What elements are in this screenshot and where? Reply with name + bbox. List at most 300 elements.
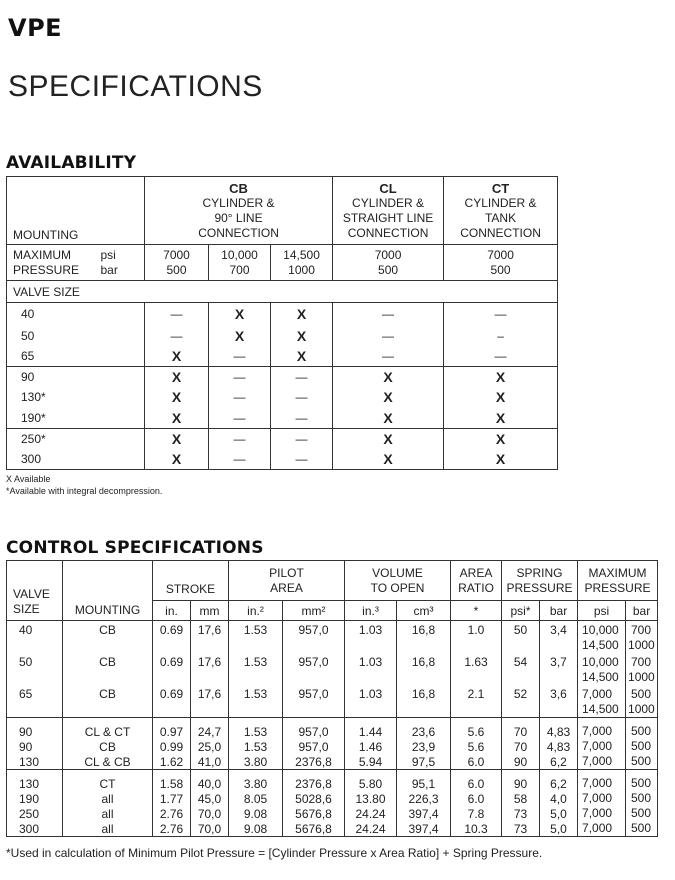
ct-cell: X bbox=[444, 367, 558, 388]
area-mm2-cell: 957,0 bbox=[283, 621, 345, 654]
valve-header-1: VALVE bbox=[13, 587, 50, 601]
max-psi-value: 7,000 bbox=[582, 806, 613, 820]
max-header-2: PRESSURE bbox=[584, 580, 651, 595]
max-bar-cell bbox=[626, 754, 658, 770]
stroke-mm-cell: 70,0 bbox=[191, 806, 229, 821]
cb-10000-cell: — bbox=[209, 346, 271, 367]
cb-header bbox=[145, 177, 333, 245]
max-psi-value: 7,000 bbox=[582, 739, 613, 753]
cb-10000-cell: — bbox=[209, 387, 271, 408]
volume-in3-cell: 24.24 bbox=[345, 806, 397, 821]
stroke-in-cell: 0.99 bbox=[153, 739, 191, 754]
max-bar-value: 500 bbox=[630, 806, 652, 820]
max-psi-cell bbox=[578, 685, 626, 718]
stroke-mm-cell: 17,6 bbox=[191, 621, 229, 654]
unit-in: in. bbox=[153, 601, 191, 621]
volume-in3-cell: 1.46 bbox=[345, 739, 397, 754]
valve-size-cell: 50 bbox=[7, 653, 63, 685]
area-ratio-header bbox=[451, 561, 502, 601]
unit-max-bar: bar bbox=[626, 601, 658, 621]
volume-header-1: VOLUME bbox=[372, 565, 423, 580]
stroke-in-cell: 0.69 bbox=[153, 621, 191, 654]
max-psi-value: 7,000 bbox=[582, 821, 613, 835]
valve-size-cell: 90 bbox=[7, 367, 145, 388]
cb-90-cell: — bbox=[145, 326, 209, 347]
valve-size-cell: 300 bbox=[7, 449, 145, 470]
pilot-header-2: AREA bbox=[270, 580, 303, 595]
unit-mm2: mm² bbox=[283, 601, 345, 621]
max-psi-value: 7,000 bbox=[582, 687, 613, 701]
mounting-cell: all bbox=[63, 821, 153, 837]
mounting-cell: CB bbox=[63, 621, 153, 654]
stroke-in-cell: 1.77 bbox=[153, 791, 191, 806]
volume-in3-cell: 5.94 bbox=[345, 754, 397, 770]
max-bar-cell bbox=[626, 718, 658, 740]
stroke-mm-cell: 17,6 bbox=[191, 653, 229, 685]
valve-size-cell: 65 bbox=[7, 346, 145, 367]
brand-logo: VPE bbox=[8, 14, 63, 42]
ct-psi: 7000 bbox=[487, 247, 514, 262]
max-psi-value: 14,500 bbox=[582, 702, 619, 716]
cl-line1: CYLINDER & bbox=[352, 195, 425, 210]
area-ratio-cell: 5.6 bbox=[451, 718, 502, 740]
max-psi-cell bbox=[578, 806, 626, 821]
max-bar-value: 500 bbox=[630, 776, 652, 790]
area-ratio-cell: 10.3 bbox=[451, 821, 502, 837]
volume-cm3-cell: 23,6 bbox=[397, 718, 451, 740]
unit-psi: psi bbox=[100, 247, 116, 262]
stroke-in-cell: 0.97 bbox=[153, 718, 191, 740]
unit-in3: in.³ bbox=[345, 601, 397, 621]
area-in2-cell: 3.80 bbox=[229, 770, 283, 792]
cl-cell: X bbox=[333, 428, 444, 449]
control-row bbox=[7, 791, 658, 806]
spring-bar-cell: 4,83 bbox=[540, 739, 578, 754]
cl-cell: — bbox=[333, 326, 444, 347]
max-bar-value: 700 bbox=[630, 623, 652, 637]
stroke-in-cell: 1.58 bbox=[153, 770, 191, 792]
valve-size-cell: 250 bbox=[7, 806, 63, 821]
max-psi-cell bbox=[578, 739, 626, 754]
cb1-pressure bbox=[145, 245, 209, 281]
max-psi-value: 7,000 bbox=[582, 791, 613, 805]
page-title: SPECIFICATIONS bbox=[8, 70, 263, 103]
max-bar-value: 1000 bbox=[628, 638, 655, 652]
stroke-in-cell: 0.69 bbox=[153, 653, 191, 685]
volume-in3-cell: 1.03 bbox=[345, 621, 397, 654]
area-ratio-cell: 6.0 bbox=[451, 770, 502, 792]
max-bar-cell bbox=[626, 806, 658, 821]
max-psi-value: 7,000 bbox=[582, 776, 613, 790]
volume-cm3-cell: 23,9 bbox=[397, 739, 451, 754]
area-mm2-cell: 2376,8 bbox=[283, 754, 345, 770]
cb2-bar: 700 bbox=[229, 262, 250, 277]
control-row bbox=[7, 685, 658, 718]
stroke-mm-cell: 25,0 bbox=[191, 739, 229, 754]
valve-size-cell: 250* bbox=[7, 428, 145, 449]
valve-size-row bbox=[7, 281, 558, 303]
mounting-cell: CB bbox=[63, 653, 153, 685]
control-row bbox=[7, 621, 658, 654]
max-bar-cell bbox=[626, 653, 658, 685]
volume-cm3-cell: 95,1 bbox=[397, 770, 451, 792]
area-in2-cell: 1.53 bbox=[229, 653, 283, 685]
cb-90-cell: — bbox=[145, 303, 209, 326]
cb-14500-cell: X bbox=[271, 326, 333, 347]
max-pressure-label-2: PRESSURE bbox=[13, 262, 80, 277]
ct-header bbox=[444, 177, 558, 245]
availability-table bbox=[6, 176, 558, 470]
max-psi-cell bbox=[578, 653, 626, 685]
spring-bar-cell: 6,2 bbox=[540, 770, 578, 792]
availability-title: AVAILABILITY bbox=[6, 153, 137, 173]
control-row bbox=[7, 806, 658, 821]
max-psi-cell bbox=[578, 770, 626, 792]
spring-psi-cell: 90 bbox=[502, 754, 540, 770]
cb-10000-cell: — bbox=[209, 367, 271, 388]
availability-row bbox=[7, 346, 558, 367]
max-bar-value: 500 bbox=[630, 687, 652, 701]
area-in2-cell: 8.05 bbox=[229, 791, 283, 806]
area-mm2-cell: 957,0 bbox=[283, 685, 345, 718]
control-row bbox=[7, 770, 658, 792]
area-ratio-cell: 1.0 bbox=[451, 621, 502, 654]
spring-psi-cell: 90 bbox=[502, 770, 540, 792]
max-psi-value: 14,500 bbox=[582, 638, 619, 652]
area-in2-cell: 1.53 bbox=[229, 718, 283, 740]
ct-cell: X bbox=[444, 387, 558, 408]
stroke-mm-cell: 70,0 bbox=[191, 821, 229, 837]
valve-size-cell: 130* bbox=[7, 387, 145, 408]
mounting-header: MOUNTING bbox=[63, 561, 153, 621]
area-in2-cell: 1.53 bbox=[229, 685, 283, 718]
mounting-cell: all bbox=[63, 791, 153, 806]
cb1-bar: 500 bbox=[166, 262, 187, 277]
availability-row bbox=[7, 303, 558, 326]
max-psi-cell bbox=[578, 821, 626, 837]
cb-code: CB bbox=[229, 180, 248, 196]
spring-bar-cell: 5,0 bbox=[540, 821, 578, 837]
max-psi-value: 10,000 bbox=[582, 655, 619, 669]
cl-line3: CONNECTION bbox=[347, 225, 429, 240]
spring-pressure-header bbox=[502, 561, 578, 601]
volume-in3-cell: 5.80 bbox=[345, 770, 397, 792]
cl-code: CL bbox=[379, 180, 397, 196]
spring-psi-cell: 50 bbox=[502, 621, 540, 654]
cb-90-cell: X bbox=[145, 428, 209, 449]
stroke-mm-cell: 45,0 bbox=[191, 791, 229, 806]
cb3-pressure bbox=[271, 245, 333, 281]
cb-line1: CYLINDER & bbox=[202, 195, 275, 210]
spring-psi-cell: 73 bbox=[502, 821, 540, 837]
ratio-header-2: RATIO bbox=[458, 580, 494, 595]
valve-size-cell: 50 bbox=[7, 326, 145, 347]
availability-row bbox=[7, 449, 558, 470]
valve-size-cell: 190* bbox=[7, 408, 145, 429]
ct-cell: X bbox=[444, 408, 558, 429]
ct-bar: 500 bbox=[490, 262, 511, 277]
availability-row bbox=[7, 326, 558, 347]
max-bar-cell bbox=[626, 821, 658, 837]
unit-spring-psi: psi* bbox=[502, 601, 540, 621]
cb-14500-cell: — bbox=[271, 428, 333, 449]
volume-cm3-cell: 16,8 bbox=[397, 685, 451, 718]
cb-14500-cell: — bbox=[271, 449, 333, 470]
mounting-cell: all bbox=[63, 806, 153, 821]
max-psi-cell bbox=[578, 754, 626, 770]
cl-cell: X bbox=[333, 387, 444, 408]
ct-cell: – bbox=[444, 326, 558, 347]
cb-line3: CONNECTION bbox=[198, 225, 279, 240]
max-bar-cell bbox=[626, 770, 658, 792]
area-ratio-cell: 6.0 bbox=[451, 791, 502, 806]
spring-psi-cell: 70 bbox=[502, 718, 540, 740]
area-in2-cell: 1.53 bbox=[229, 621, 283, 654]
mounting-cell: CL & CT bbox=[63, 718, 153, 740]
valve-size-cell: 90 bbox=[7, 739, 63, 754]
spring-psi-cell: 58 bbox=[502, 791, 540, 806]
valve-size-cell: 130 bbox=[7, 754, 63, 770]
availability-row bbox=[7, 408, 558, 429]
ct-line1: CYLINDER & bbox=[464, 195, 537, 210]
volume-in3-cell: 13.80 bbox=[345, 791, 397, 806]
max-pressure-units bbox=[95, 245, 145, 281]
control-row bbox=[7, 754, 658, 770]
valve-size-header bbox=[7, 561, 63, 621]
availability-note-decompression: *Available with integral decompression. bbox=[6, 486, 163, 496]
spring-bar-cell: 3,6 bbox=[540, 685, 578, 718]
volume-cm3-cell: 397,4 bbox=[397, 821, 451, 837]
max-bar-cell bbox=[626, 791, 658, 806]
cb-10000-cell: X bbox=[209, 326, 271, 347]
unit-in2: in.² bbox=[229, 601, 283, 621]
unit-ratio: * bbox=[451, 601, 502, 621]
spring-psi-cell: 70 bbox=[502, 739, 540, 754]
valve-size-label: VALVE SIZE bbox=[7, 281, 558, 303]
spring-psi-cell: 73 bbox=[502, 806, 540, 821]
ct-cell: X bbox=[444, 449, 558, 470]
stroke-header: STROKE bbox=[153, 561, 229, 601]
area-mm2-cell: 2376,8 bbox=[283, 770, 345, 792]
max-bar-value: 700 bbox=[630, 655, 652, 669]
max-psi-value: 7,000 bbox=[582, 724, 613, 738]
cb-90-cell: X bbox=[145, 367, 209, 388]
cb-14500-cell: X bbox=[271, 303, 333, 326]
max-bar-value: 1000 bbox=[628, 670, 655, 684]
cl-header bbox=[333, 177, 444, 245]
max-bar-value: 500 bbox=[630, 791, 652, 805]
area-ratio-cell: 2.1 bbox=[451, 685, 502, 718]
area-ratio-cell: 7.8 bbox=[451, 806, 502, 821]
stroke-in-cell: 1.62 bbox=[153, 754, 191, 770]
cb-10000-cell: X bbox=[209, 303, 271, 326]
area-mm2-cell: 957,0 bbox=[283, 739, 345, 754]
spring-header-1: SPRING bbox=[516, 565, 563, 580]
valve-size-cell: 40 bbox=[7, 303, 145, 326]
cb-90-cell: X bbox=[145, 387, 209, 408]
volume-header-2: TO OPEN bbox=[370, 580, 425, 595]
area-in2-cell: 9.08 bbox=[229, 806, 283, 821]
cb-10000-cell: — bbox=[209, 408, 271, 429]
valve-size-cell: 300 bbox=[7, 821, 63, 837]
ct-cell: X bbox=[444, 428, 558, 449]
max-pressure-label-1: MAXIMUM bbox=[13, 247, 71, 262]
volume-in3-cell: 1.03 bbox=[345, 685, 397, 718]
area-mm2-cell: 5676,8 bbox=[283, 821, 345, 837]
cb-14500-cell: — bbox=[271, 408, 333, 429]
ct-line2: TANK bbox=[484, 210, 517, 225]
cb1-psi: 7000 bbox=[163, 247, 190, 262]
pilot-header-1: PILOT bbox=[269, 565, 304, 580]
area-mm2-cell: 957,0 bbox=[283, 718, 345, 740]
mounting-header: MOUNTING bbox=[7, 177, 145, 245]
spring-bar-cell: 3,4 bbox=[540, 621, 578, 654]
cb-14500-cell: — bbox=[271, 387, 333, 408]
area-mm2-cell: 5676,8 bbox=[283, 806, 345, 821]
cb2-pressure bbox=[209, 245, 271, 281]
area-mm2-cell: 5028,6 bbox=[283, 791, 345, 806]
cb-14500-cell: X bbox=[271, 346, 333, 367]
availability-row bbox=[7, 428, 558, 449]
spring-bar-cell: 4,0 bbox=[540, 791, 578, 806]
volume-in3-cell: 24.24 bbox=[345, 821, 397, 837]
ratio-header-1: AREA bbox=[459, 565, 493, 580]
spring-bar-cell: 6,2 bbox=[540, 754, 578, 770]
stroke-in-cell: 2.76 bbox=[153, 821, 191, 837]
max-psi-cell bbox=[578, 718, 626, 740]
max-bar-value: 500 bbox=[630, 754, 652, 768]
unit-max-psi: psi bbox=[578, 601, 626, 621]
valve-size-cell: 40 bbox=[7, 621, 63, 654]
valve-size-cell: 65 bbox=[7, 685, 63, 718]
area-ratio-cell: 5.6 bbox=[451, 739, 502, 754]
cb2-psi: 10,000 bbox=[221, 247, 258, 262]
valve-size-cell: 90 bbox=[7, 718, 63, 740]
area-in2-cell: 3.80 bbox=[229, 754, 283, 770]
max-psi-value: 7,000 bbox=[582, 754, 613, 768]
unit-cm3: cm³ bbox=[397, 601, 451, 621]
cl-line2: STRAIGHT LINE bbox=[342, 210, 434, 225]
max-psi-cell bbox=[578, 791, 626, 806]
cb3-psi: 14,500 bbox=[283, 247, 320, 262]
cb-line2: 90° LINE bbox=[214, 210, 263, 225]
mounting-cell: CB bbox=[63, 685, 153, 718]
max-psi-value: 10,000 bbox=[582, 623, 619, 637]
mounting-cell: CB bbox=[63, 739, 153, 754]
valve-header-2: SIZE bbox=[13, 602, 40, 616]
volume-cm3-cell: 97,5 bbox=[397, 754, 451, 770]
cl-pressure bbox=[333, 245, 444, 281]
volume-cm3-cell: 226,3 bbox=[397, 791, 451, 806]
max-bar-cell bbox=[626, 739, 658, 754]
max-bar-cell bbox=[626, 685, 658, 718]
stroke-mm-cell: 41,0 bbox=[191, 754, 229, 770]
volume-header bbox=[345, 561, 451, 601]
control-footnote: *Used in calculation of Minimum Pilot Pressure = [Cylinder Pressure x Area Ratio] + Spring Pressure. bbox=[6, 846, 543, 860]
area-in2-cell: 9.08 bbox=[229, 821, 283, 837]
volume-cm3-cell: 397,4 bbox=[397, 806, 451, 821]
cl-psi: 7000 bbox=[374, 247, 402, 262]
cb-90-cell: X bbox=[145, 408, 209, 429]
mounting-cell: CT bbox=[63, 770, 153, 792]
max-psi-value: 14,500 bbox=[582, 670, 619, 684]
availability-row bbox=[7, 367, 558, 388]
control-row bbox=[7, 718, 658, 740]
control-row bbox=[7, 739, 658, 754]
valve-size-cell: 130 bbox=[7, 770, 63, 792]
stroke-mm-cell: 24,7 bbox=[191, 718, 229, 740]
max-bar-value: 500 bbox=[630, 724, 652, 738]
cb-90-cell: X bbox=[145, 346, 209, 367]
availability-note-available: X Available bbox=[6, 474, 51, 484]
ct-pressure bbox=[444, 245, 558, 281]
volume-cm3-cell: 16,8 bbox=[397, 653, 451, 685]
control-row bbox=[7, 821, 658, 837]
control-header-row-1 bbox=[7, 561, 658, 601]
stroke-in-cell: 0.69 bbox=[153, 685, 191, 718]
area-in2-cell: 1.53 bbox=[229, 739, 283, 754]
cl-cell: X bbox=[333, 408, 444, 429]
max-bar-value: 500 bbox=[630, 739, 652, 753]
control-row bbox=[7, 653, 658, 685]
availability-header-row bbox=[7, 177, 558, 245]
volume-cm3-cell: 16,8 bbox=[397, 621, 451, 654]
unit-spring-bar: bar bbox=[540, 601, 578, 621]
spring-psi-cell: 54 bbox=[502, 653, 540, 685]
cb-10000-cell: — bbox=[209, 449, 271, 470]
volume-in3-cell: 1.03 bbox=[345, 653, 397, 685]
max-pressure-header bbox=[578, 561, 658, 601]
unit-mm: mm bbox=[191, 601, 229, 621]
max-pressure-row bbox=[7, 245, 558, 281]
max-header-1: MAXIMUM bbox=[588, 565, 647, 580]
stroke-in-cell: 2.76 bbox=[153, 806, 191, 821]
unit-bar: bar bbox=[100, 262, 118, 277]
spring-bar-cell: 3,7 bbox=[540, 653, 578, 685]
area-mm2-cell: 957,0 bbox=[283, 653, 345, 685]
max-psi-cell bbox=[578, 621, 626, 654]
availability-row bbox=[7, 387, 558, 408]
max-bar-cell bbox=[626, 621, 658, 654]
spring-psi-cell: 52 bbox=[502, 685, 540, 718]
control-specs-table bbox=[6, 560, 658, 837]
area-ratio-cell: 6.0 bbox=[451, 754, 502, 770]
spring-bar-cell: 5,0 bbox=[540, 806, 578, 821]
cb3-bar: 1000 bbox=[288, 262, 315, 277]
mounting-cell: CL & CB bbox=[63, 754, 153, 770]
cl-bar: 500 bbox=[378, 262, 399, 277]
control-specs-title: CONTROL SPECIFICATIONS bbox=[6, 538, 264, 558]
spring-bar-cell: 4,83 bbox=[540, 718, 578, 740]
stroke-mm-cell: 40,0 bbox=[191, 770, 229, 792]
area-ratio-cell: 1.63 bbox=[451, 653, 502, 685]
cl-cell: — bbox=[333, 346, 444, 367]
cl-cell: — bbox=[333, 303, 444, 326]
cl-cell: X bbox=[333, 367, 444, 388]
valve-size-cell: 190 bbox=[7, 791, 63, 806]
stroke-mm-cell: 17,6 bbox=[191, 685, 229, 718]
max-pressure-label bbox=[7, 245, 95, 281]
ct-code: CT bbox=[491, 180, 510, 196]
max-bar-value: 1000 bbox=[628, 702, 655, 716]
cl-cell: X bbox=[333, 449, 444, 470]
pilot-area-header bbox=[229, 561, 345, 601]
ct-line3: CONNECTION bbox=[460, 225, 541, 240]
max-bar-value: 500 bbox=[630, 821, 652, 835]
cb-90-cell: X bbox=[145, 449, 209, 470]
ct-cell: — bbox=[444, 346, 558, 367]
cb-14500-cell: — bbox=[271, 367, 333, 388]
